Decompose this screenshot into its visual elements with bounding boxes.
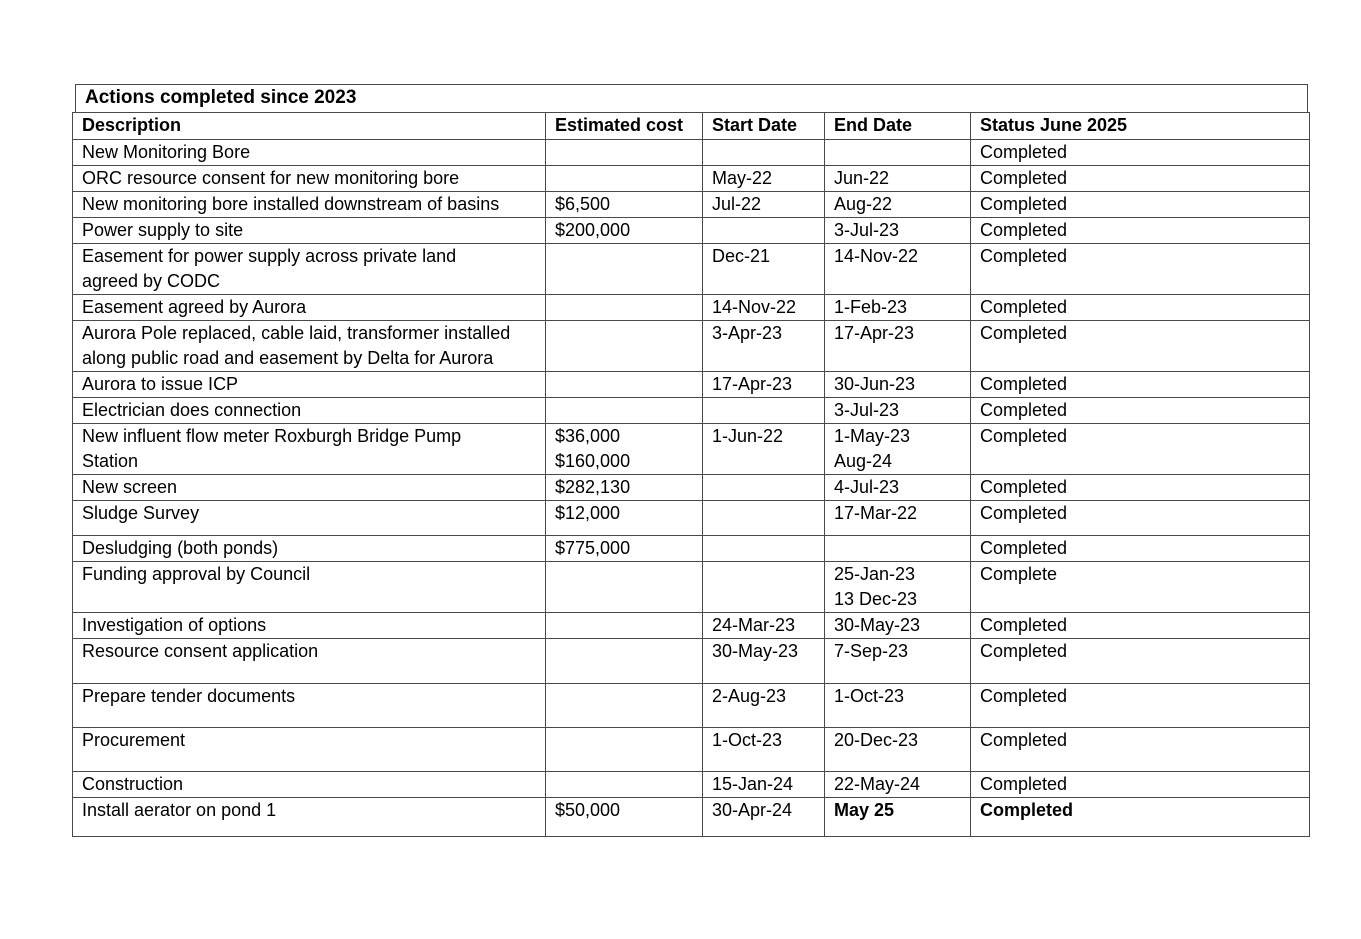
description-cell: Desludging (both ponds) xyxy=(73,536,546,562)
start-date-cell xyxy=(703,218,825,244)
start-date-cell: 3-Apr-23 xyxy=(703,321,825,372)
status-cell: Completed xyxy=(971,684,1310,728)
estimated-cost-cell: $12,000 xyxy=(546,501,703,536)
end-date-cell: 20-Dec-23 xyxy=(825,728,971,772)
end-date-cell: May 25 xyxy=(825,798,971,837)
description-cell: Prepare tender documents xyxy=(73,684,546,728)
start-date-cell: 24-Mar-23 xyxy=(703,613,825,639)
table-row xyxy=(73,166,1310,192)
status-cell: Complete xyxy=(971,562,1310,613)
table-row xyxy=(73,475,1310,501)
end-date-cell: 4-Jul-23 xyxy=(825,475,971,501)
end-date-cell: 1-Feb-23 xyxy=(825,295,971,321)
start-date-cell: 30-May-23 xyxy=(703,639,825,684)
status-cell: Completed xyxy=(971,218,1310,244)
start-date-cell: May-22 xyxy=(703,166,825,192)
description-cell: New screen xyxy=(73,475,546,501)
start-date-cell: 2-Aug-23 xyxy=(703,684,825,728)
description-cell: New monitoring bore installed downstream of basins xyxy=(73,192,546,218)
status-cell: Completed xyxy=(971,613,1310,639)
end-date-cell: 14-Nov-22 xyxy=(825,244,971,295)
table-row xyxy=(73,639,1310,684)
end-date-cell: Aug-22 xyxy=(825,192,971,218)
estimated-cost-cell xyxy=(546,613,703,639)
end-date-cell xyxy=(825,140,971,166)
column-header-estimated-cost: Estimated cost xyxy=(546,113,703,140)
start-date-cell: 15-Jan-24 xyxy=(703,772,825,798)
table-row xyxy=(73,772,1310,798)
end-date-cell: 17-Apr-23 xyxy=(825,321,971,372)
description-cell: Easement for power supply across private land agreed by CODC xyxy=(73,244,546,295)
table-row xyxy=(73,501,1310,536)
table-row xyxy=(73,244,1310,295)
table-row xyxy=(73,798,1310,837)
status-cell: Completed xyxy=(971,475,1310,501)
table-row xyxy=(73,192,1310,218)
table-row xyxy=(73,613,1310,639)
description-cell: Procurement xyxy=(73,728,546,772)
table-row xyxy=(73,140,1310,166)
start-date-cell: 17-Apr-23 xyxy=(703,372,825,398)
table-row xyxy=(73,728,1310,772)
status-cell: Completed xyxy=(971,244,1310,295)
table-row xyxy=(73,684,1310,728)
start-date-cell: Dec-21 xyxy=(703,244,825,295)
end-date-cell: 3-Jul-23 xyxy=(825,218,971,244)
start-date-cell xyxy=(703,536,825,562)
status-cell: Completed xyxy=(971,772,1310,798)
start-date-cell: Jul-22 xyxy=(703,192,825,218)
start-date-cell xyxy=(703,140,825,166)
end-date-cell: 7-Sep-23 xyxy=(825,639,971,684)
estimated-cost-cell xyxy=(546,639,703,684)
end-date-cell: 30-Jun-23 xyxy=(825,372,971,398)
status-cell: Completed xyxy=(971,295,1310,321)
description-cell: Funding approval by Council xyxy=(73,562,546,613)
status-cell: Completed xyxy=(971,728,1310,772)
end-date-cell: 30-May-23 xyxy=(825,613,971,639)
description-cell: Power supply to site xyxy=(73,218,546,244)
estimated-cost-cell xyxy=(546,140,703,166)
end-date-cell xyxy=(825,536,971,562)
estimated-cost-cell: $6,500 xyxy=(546,192,703,218)
header-row xyxy=(73,113,1310,140)
description-cell: Construction xyxy=(73,772,546,798)
estimated-cost-cell xyxy=(546,562,703,613)
status-cell: Completed xyxy=(971,166,1310,192)
table-row xyxy=(73,562,1310,613)
status-cell: Completed xyxy=(971,501,1310,536)
table-row xyxy=(73,295,1310,321)
status-cell: Completed xyxy=(971,424,1310,475)
column-header-end-date: End Date xyxy=(825,113,971,140)
start-date-cell xyxy=(703,398,825,424)
status-cell: Completed xyxy=(971,398,1310,424)
start-date-cell: 14-Nov-22 xyxy=(703,295,825,321)
column-header-start-date: Start Date xyxy=(703,113,825,140)
start-date-cell: 1-Oct-23 xyxy=(703,728,825,772)
estimated-cost-cell xyxy=(546,772,703,798)
estimated-cost-cell xyxy=(546,684,703,728)
estimated-cost-cell xyxy=(546,728,703,772)
description-cell: Install aerator on pond 1 xyxy=(73,798,546,837)
description-cell xyxy=(73,140,546,166)
description-cell: Easement agreed by Aurora xyxy=(73,295,546,321)
end-date-cell: 22-May-24 xyxy=(825,772,971,798)
estimated-cost-cell xyxy=(546,372,703,398)
description-cell: Aurora Pole replaced, cable laid, transformer installed along public road and easement by Delta for Aurora xyxy=(73,321,546,372)
estimated-cost-cell: $50,000 xyxy=(546,798,703,837)
status-cell: Completed xyxy=(971,798,1310,837)
start-date-cell xyxy=(703,475,825,501)
end-date-cell: 3-Jul-23 xyxy=(825,398,971,424)
status-cell: Completed xyxy=(971,372,1310,398)
description-cell: Electrician does connection xyxy=(73,398,546,424)
table-row xyxy=(73,536,1310,562)
status-cell: Completed xyxy=(971,536,1310,562)
estimated-cost-cell: $775,000 xyxy=(546,536,703,562)
end-date-cell: Jun-22 xyxy=(825,166,971,192)
description-cell: Resource consent application xyxy=(73,639,546,684)
description-cell: Aurora to issue ICP xyxy=(73,372,546,398)
description-cell: ORC resource consent for new monitoring bore xyxy=(73,166,546,192)
start-date-cell: 1-Jun-22 xyxy=(703,424,825,475)
status-cell: Completed xyxy=(971,321,1310,372)
estimated-cost-cell: $36,000 $160,000 xyxy=(546,424,703,475)
estimated-cost-cell xyxy=(546,321,703,372)
description-cell: New influent flow meter Roxburgh Bridge Pump Station xyxy=(73,424,546,475)
status-cell: Completed xyxy=(971,140,1310,166)
end-date-cell: 25-Jan-23 13 Dec-23 xyxy=(825,562,971,613)
estimated-cost-cell: $200,000 xyxy=(546,218,703,244)
description-cell: Investigation of options xyxy=(73,613,546,639)
status-cell: Completed xyxy=(971,192,1310,218)
column-header-description: Description xyxy=(73,113,546,140)
end-date-cell: 1-Oct-23 xyxy=(825,684,971,728)
estimated-cost-cell xyxy=(546,295,703,321)
estimated-cost-cell: $282,130 xyxy=(546,475,703,501)
table-row xyxy=(73,424,1310,475)
column-header-status: Status June 2025 xyxy=(971,113,1310,140)
table-row xyxy=(73,372,1310,398)
estimated-cost-cell xyxy=(546,244,703,295)
table-row xyxy=(73,218,1310,244)
description-cell: Sludge Survey xyxy=(73,501,546,536)
start-date-cell: 30-Apr-24 xyxy=(703,798,825,837)
status-cell: Completed xyxy=(971,639,1310,684)
estimated-cost-cell xyxy=(546,166,703,192)
end-date-cell: 17-Mar-22 xyxy=(825,501,971,536)
estimated-cost-cell xyxy=(546,398,703,424)
actions-table xyxy=(72,112,1310,837)
table-title: Actions completed since 2023 xyxy=(75,84,1308,113)
start-date-cell xyxy=(703,501,825,536)
description-text: New Monitoring Bore xyxy=(82,142,251,162)
start-date-cell xyxy=(703,562,825,613)
end-date-cell: 1-May-23 Aug-24 xyxy=(825,424,971,475)
table-row xyxy=(73,398,1310,424)
table-row xyxy=(73,321,1310,372)
